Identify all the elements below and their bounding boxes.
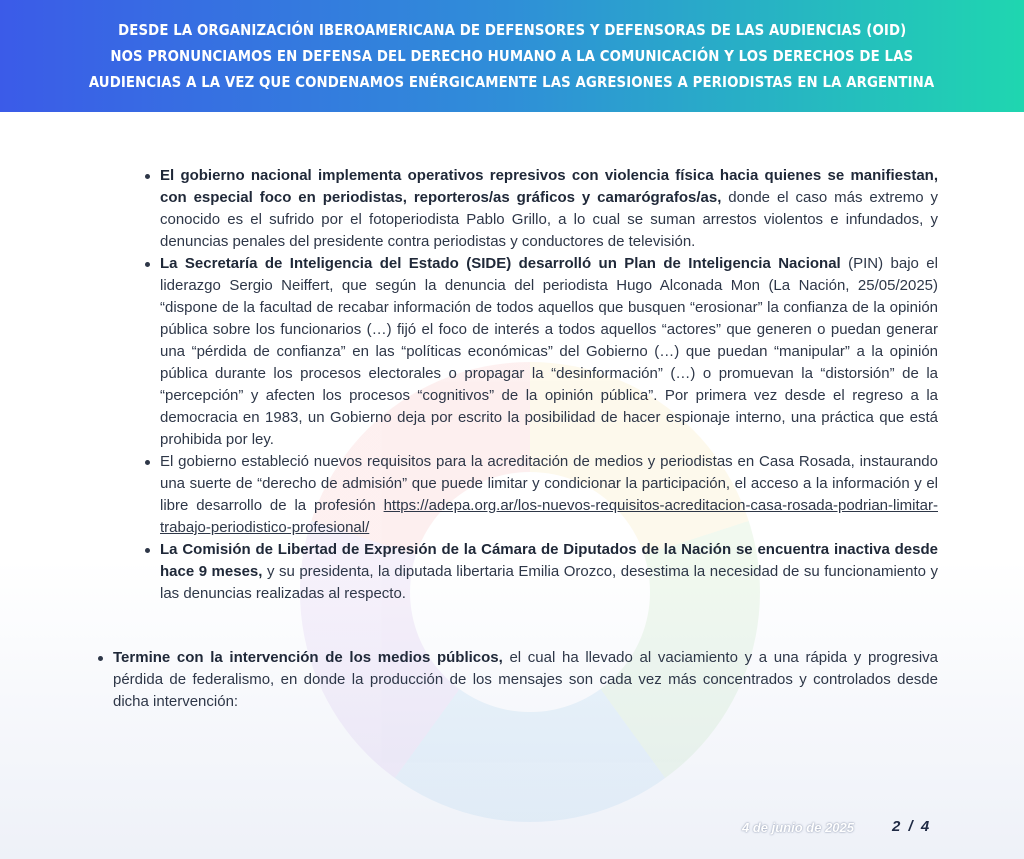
adepa-link[interactable]: https://adepa.org.ar/los-nuevos-requisitos-acreditacion-casa-rosada-podrian-limitar-trabajo-periodistico-profesional/ (160, 497, 938, 536)
page-number: 2 / 4 (892, 818, 932, 835)
list-item-bold: Termine con la intervención de los medios públicos, (113, 649, 503, 666)
list-item (160, 451, 938, 539)
sub-bullet-list (160, 165, 938, 605)
list-item-text: y su presidenta, la diputada libertaria Emilia Orozco, desestima la necesidad de su funcionamiento y las denuncias realizadas al respecto. (160, 563, 938, 602)
footer-date: 4 de junio de 2025 (742, 820, 854, 835)
header-title-line-3: AUDIENCIAS A LA VEZ QUE CONDENAMOS ENÉRGICAMENTE LAS AGRESIONES A PERIODISTAS EN LA ARGENTINA (89, 73, 935, 91)
list-item-text: El gobierno estableció nuevos requisitos para la acreditación de medios y periodistas en Casa Rosada, instaurando una suerte de “derecho de admisión” que puede limitar y condicionar la participación, el acceso a la información y el libre desarrollo de la profesión (160, 453, 938, 514)
list-item-text: el cual ha llevado al vaciamiento y a una rápida y progresiva pérdida de federalismo, en donde la producción de los mensajes son cada vez más concentrados y controlados desde dicha intervención: (113, 649, 939, 710)
list-item-bold: La Comisión de Libertad de Expresión de la Cámara de Diputados de la Nación se encuentra inactiva desde hace 9 meses, (160, 541, 938, 580)
header-title-line-2: NOS PRONUNCIAMOS EN DEFENSA DEL DERECHO HUMANO A LA COMUNICACIÓN Y LOS DERECHOS DE LAS (110, 47, 914, 65)
header-title-line-1: DESDE LA ORGANIZACIÓN IBEROAMERICANA DE DEFENSORES Y DEFENSORAS DE LAS AUDIENCIAS (OID) (117, 21, 907, 39)
list-item (160, 253, 938, 451)
list-item (113, 647, 938, 713)
list-item-text: donde el caso más extremo y conocido es el sufrido por el fotoperiodista Pablo Grillo, a lo cual se suman arrestos violentos e infundados, y denuncias penales del presidente contra periodistas y conductores de televisión. (160, 189, 938, 250)
list-item-bold: La Secretaría de Inteligencia del Estado (SIDE) desarrolló un Plan de Inteligencia Nacional (160, 255, 841, 272)
list-item-bold: El gobierno nacional implementa operativos represivos con violencia física hacia quienes se manifiestan, con especial foco en periodistas, reporteros/as gráficos y camarógrafos/as, (160, 167, 938, 206)
list-item-text: (PIN) bajo el liderazgo Sergio Neiffert, que según la denuncia del periodista Hugo Alconada Mon (La Nación, 25/05/2025) “dispone de la facultad de recabar información de todos aquellos que busquen “erosionar” la confianza de la opinión pública sobre los funcionarios (…) fijó el foco de interés a todos aquellos “actores” que generen o puedan generar una “pérdida de confianza” en las “políticas económicas” del Gobierno (…) que puedan “manipular” a la opinión pública durante los procesos electorales o propagar la “desinformación” (…) o promuevan la “distorsión” de la “percepción” y afecten los procesos “cognitivos” de la opinión pública”. Por primera vez desde el regreso a la democracia en 1983, un Gobierno deja por escrito la posibilidad de hacer espionaje interno, una práctica que está prohibida por ley. (160, 255, 938, 448)
main-bullet-list (113, 647, 938, 713)
list-item (160, 539, 938, 605)
list-item (160, 165, 938, 253)
